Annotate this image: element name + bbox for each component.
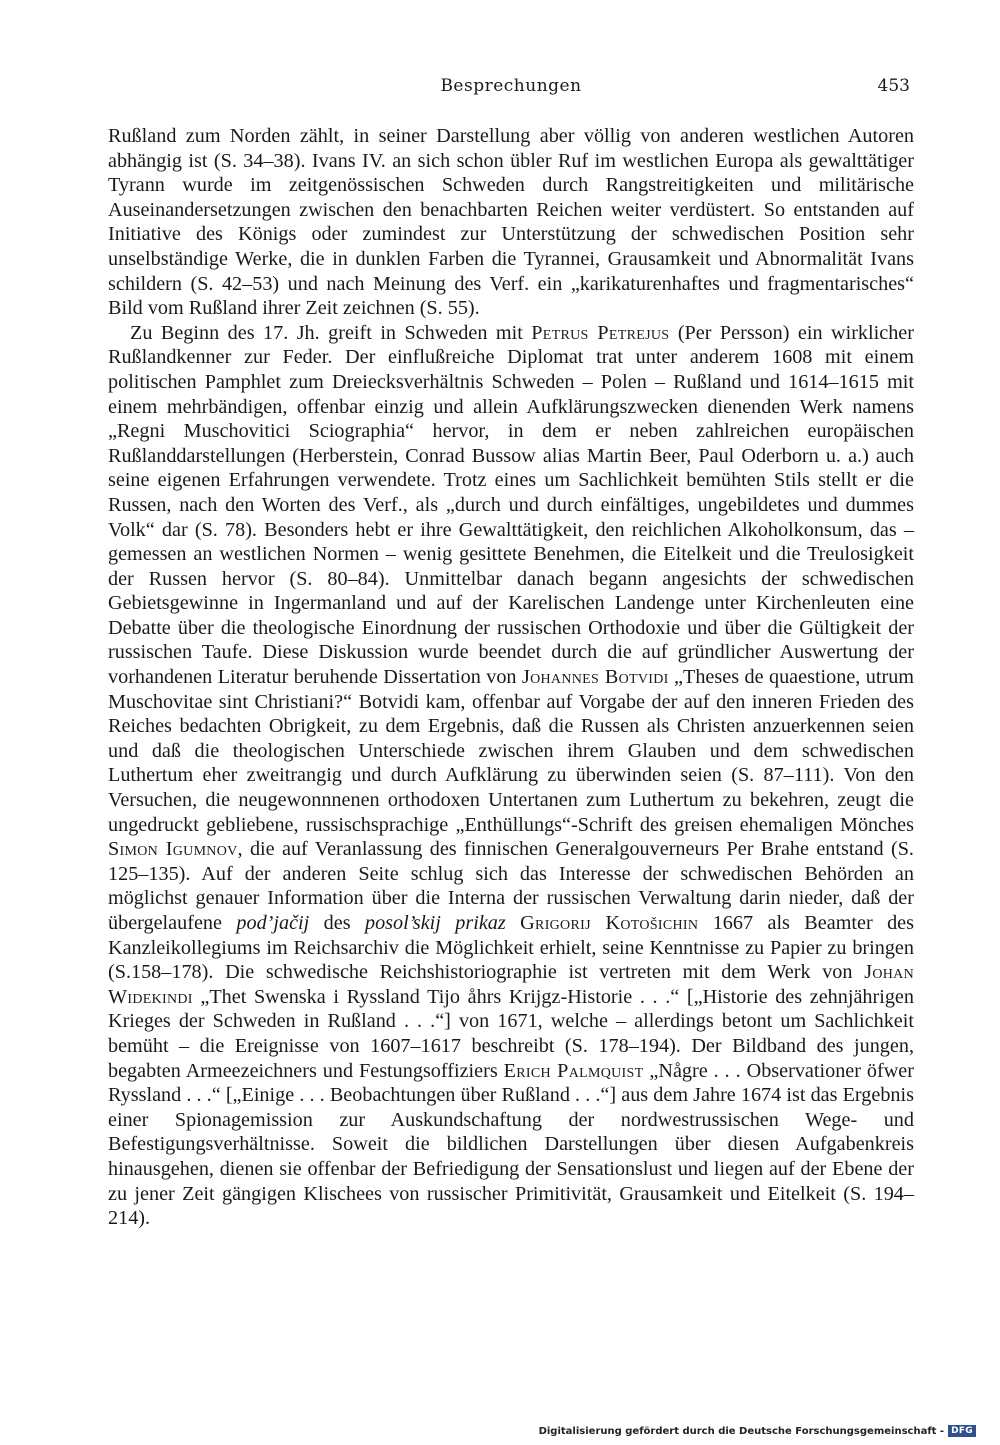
text-run: Zu Beginn des 17. Jh. greift in Schweden mit: [130, 321, 532, 344]
credit-text: Digitalisierung gefördert durch die Deutsche Forschungsgemeinschaft -: [538, 1425, 945, 1437]
running-head: [108, 76, 914, 102]
person-name: Grigorij Kotošichin: [520, 912, 699, 934]
text-run: „Någre . . . Observationer öfwer Ryssland . . .“ [„Einige . . . Beobachtungen über Rußland . . .“] aus dem Jahre 1674 ist das Ergebnis einer Spionagemission zur Auskundschaftung der nordwestrussischen Wege- und Befestigungsverhältnisse. Soweit die bildlichen Darstellungen über diesen Aufgabenkreis hinausgehen, dienen sie offenbar der Befriedigung der Sensationslust und liegen auf der Ebene der zu jener Zeit gängigen Klischees von russischer Primitivität, Grausamkeit und Eitelkeit (S. 194–214).: [108, 1059, 914, 1230]
italic-term: posol’skij prikaz: [364, 912, 506, 934]
body-text: [108, 124, 914, 1231]
text-run: , die auf Veranlassung des finnischen Generalgouverneurs Per Brahe entstand (S. 125–135). Auf der anderen Seite schlug sich das Interesse der schwedischen Behörden an möglichst genauer Information über die Interna der russischen Verwaltung darin nieder, daß der übergelaufene: [108, 838, 914, 934]
text-run: „Theses de quaestione, utrum Muschovitae sint Christiani?“ Botvidi kam, offenbar auf Vorgabe der auf den inneren Frieden des Reiches bedachten Obrigkeit, zu dem Ergebnis, daß die Russen als Christen anzuerkennen seien und daß die theologischen Unterschiede zwischen ihrem Glauben und dem schwedischen Luthertum eher zweitrangig und durch Aufklärung zu überwinden seien (S. 87–111). Von den Versuchen, die neugewonnnenen orthodoxen Untertanen zum Luthertum zu bekehren, zeugt die ungedruckt gebliebene, russischsprachige „Enthüllungs“-Schrift des greisen ehemaligen Mönches: [108, 666, 915, 836]
text-run: [506, 912, 520, 934]
text-run: (Per Persson) ein wirklicher Rußlandkenner zur Feder. Der einflußreiche Diplomat trat unter anderem 1608 mit einem politischen Pamphlet zum Dreiecksverhältnis Schweden – Polen – Rußland und 1614–1615 mit einem mehrbändigen, offenbar einzig und allein Aufklärungszwecken dienenden Werk namens „Regni Muschovitici Sciographia“ hervor, in dem er neben zahlreichen europäischen Rußlanddarstellungen (Herberstein, Conrad Bussow alias Martin Beer, Paul Oderborn u. a.) auch seine eigenen Erfahrungen verwendete. Trotz eines um Sachlichkeit bemühten Stils stellt er die Russen, nach den Worten des Verf., als „durch und durch einfältiges, ungebildetes und dummes Volk“ dar (S. 78). Besonders hebt er ihre Gewalttätigkeit, den reichlichen Alkoholkonsum, das – gemessen an westlichen Normen – wenig gesittete Benehmen, die Eitelkeit und die Treulosigkeit der Russen hervor (S. 80–84). Unmittelbar danach begann angesichts der schwedischen Gebietsgewinne in Ingermanland und auf der Karelischen Landenge unter Kirchenleuten eine Debatte über die theologische Einordnung der russischen Orthodoxie und über die Gültigkeit der russischen Taufe. Diese Diskussion wurde beendet durch die auf gründlicher Auswertung der vorhandenen Literatur beruhende Dissertation von: [108, 321, 914, 689]
italic-term: pod’jačij: [236, 912, 310, 934]
person-name: Johannes Botvidi: [521, 666, 669, 689]
person-name: Petrus Petrejus: [531, 321, 670, 344]
paragraph: [108, 124, 914, 321]
page-number: 453: [877, 76, 910, 96]
text-run: „Thet Swenska i Ryssland Tijo åhrs Krijgz-Historie . . .“ [„Historie des zehnjährigen Krieges der Schweden in Rußland . . .“] von 1671, welche – allerdings betont um Sachlichkeit bemüht – die Ereignisse von 1607–1617 beschreibt (S. 178–194). Der Bildband des jungen, begabten Armeezeichners und Festungsoffiziers: [108, 985, 914, 1082]
digitization-credit: [539, 1423, 976, 1439]
person-name: Johan Widekindi: [108, 961, 914, 1008]
text-run: Rußland zum Norden zählt, in seiner Darstellung aber völlig von anderen westlichen Autoren abhängig ist (S. 34–38). Ivans IV. an sich schon übler Ruf im westlichen Europa als gewalttätiger Tyrann wurde im zeitgenössischen Schweden durch Rangstreitigkeiten und militärische Auseinandersetzungen zwischen den benachbarten Reichen weiter verdüstert. So entstanden auf Initiative des Königs oder zumindest zur Unterstützung der schwedischen Position sehr unselbständige Werke, die in dunklen Farben die Tyrannei, Grausamkeit und Abnormalität Ivans schildern (S. 42–53) und nach Meinung des Verf. ein „karikaturenhaftes und fragmentarisches“ Bild vom Rußland ihrer Zeit zeichnen (S. 55).: [108, 125, 914, 320]
dfg-logo: DFG: [948, 1425, 976, 1437]
text-run: 1667 als Beamter des Kanzleikollegiums im Reichsarchiv die Möglichkeit erhielt, seine Kenntnisse zu Papier zu bringen (S.158–178). Die schwedische Reichshistoriographie ist vertreten mit dem Werk von: [108, 912, 914, 984]
running-title: Besprechungen: [440, 76, 582, 96]
text-run: des: [309, 912, 365, 934]
paragraph: [108, 321, 914, 1231]
person-name: Simon Igumnov: [108, 838, 238, 861]
person-name: Erich Palmquist: [503, 1059, 644, 1082]
